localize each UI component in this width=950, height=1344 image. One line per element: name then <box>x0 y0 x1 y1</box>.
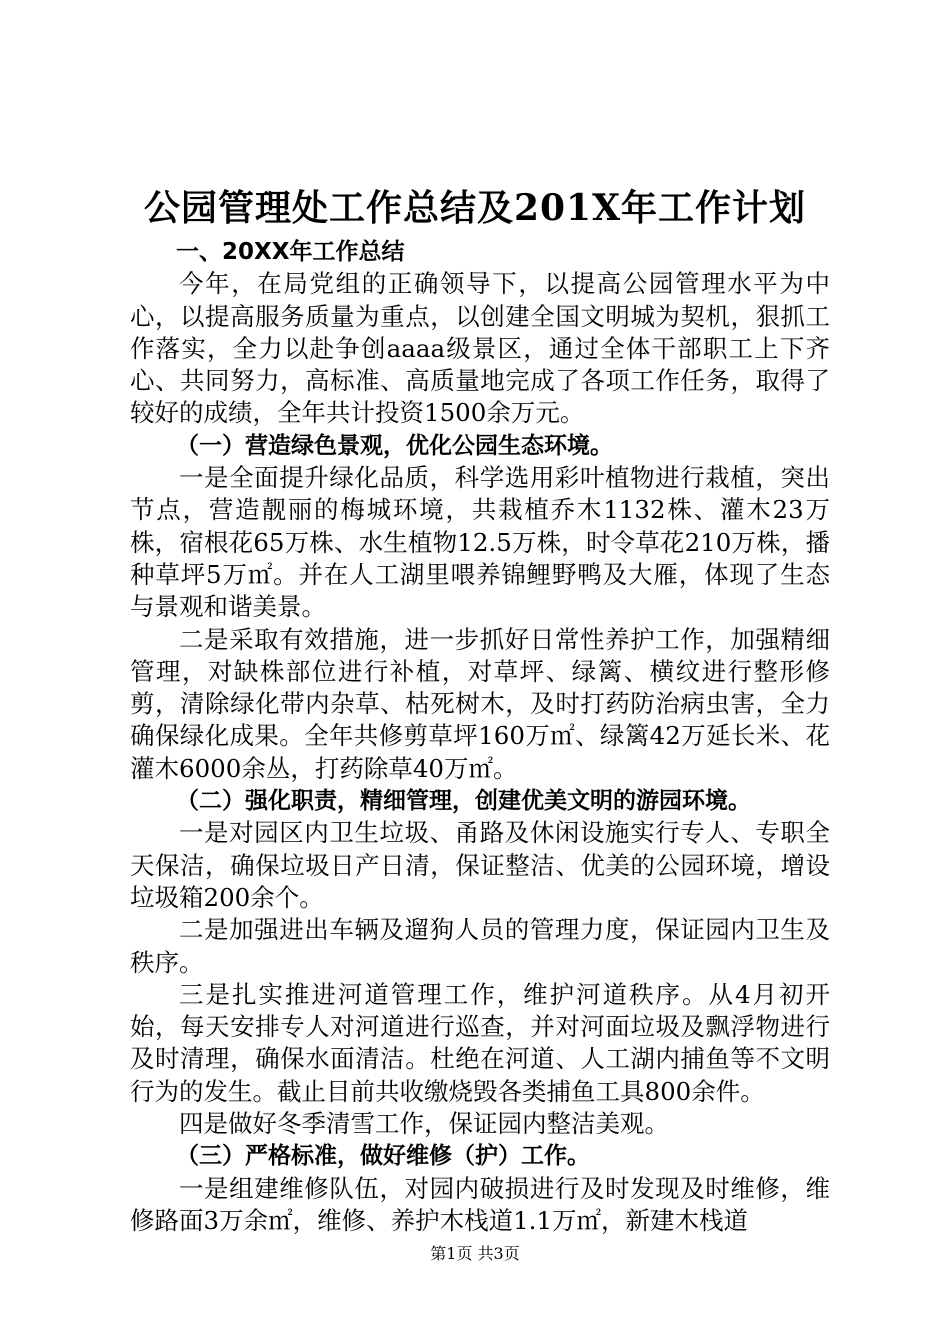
subsection-heading-repair: （三）严格标准，做好维修（护）工作。 <box>176 1143 590 1170</box>
document-body <box>130 236 830 1237</box>
page-number-footer: 第1页 共3页 <box>430 1244 520 1263</box>
subsection-heading-green-landscape: （一）营造绿色景观，优化公园生态环境。 <box>176 432 613 459</box>
paragraph-river-management: 三是扎实推进河道管理工作，维护河道秩序。从4月初开始，每天安排专人对河道进行巡查，并对河面垃圾及飘浮物进行及时清理，确保水面清洁。杜绝在河道、人工湖内捕鱼等不文明行为的发生。截止目前共收缴烧毁各类捕鱼工具800余件。 <box>130 979 830 1106</box>
section-heading-summary: 一、20XX年工作总结 <box>176 239 405 265</box>
paragraph-maintenance: 二是采取有效措施，进一步抓好日常性养护工作，加强精细管理，对缺株部位进行补植，对草坪、绿篱、横纹进行整形修剪，清除绿化带内杂草、枯死树木，及时打药防治病虫害，全力确保绿化成果。全年共修剪草坪160万㎡、绿篱42万延长米、花灌木6000余丛，打药除草40万㎡。 <box>130 624 830 783</box>
paragraph-cleaning: 一是对园区内卫生垃圾、甬路及休闲设施实行专人、专职全天保洁，确保垃圾日产日清，保证整洁、优美的公园环境，增设垃圾箱200余个。 <box>130 818 830 912</box>
paragraph-repair-team: 一是组建维修队伍，对园内破损进行及时发现及时维修，维修路面3万余㎡，维修、养护木栈道1.1万㎡，新建木栈道 <box>130 1173 830 1235</box>
subsection-heading-management: （二）强化职责，精细管理，创建优美文明的游园环境。 <box>176 788 751 815</box>
paragraph-vehicle-management: 二是加强进出车辆及遛狗人员的管理力度，保证园内卫生及秩序。 <box>130 915 830 977</box>
paragraph-intro: 今年，在局党组的正确领导下，以提高公园管理水平为中心，以提高服务质量为重点，以创建全国文明城为契机，狠抓工作落实，全力以赴争创aaaa级景区，通过全体干部职工上下齐心、共同努力，高标准、高质量地完成了各项工作任务，取得了较好的成绩，全年共计投资1500余万元。 <box>130 269 830 428</box>
paragraph-snow-clearing: 四是做好冬季清雪工作，保证园内整洁美观。 <box>179 1109 669 1139</box>
document-title: 公园管理处工作总结及201X年工作计划 <box>143 187 807 229</box>
paragraph-greening-quality: 一是全面提升绿化品质，科学选用彩叶植物进行栽植，突出节点，营造靓丽的梅城环境，共栽植乔木1132株、灌木23万株，宿根花65万株、水生植物12.5万株，时令草花210万株，播种草坪5万㎡。并在人工湖里喂养锦鲤野鸭及大雁，体现了生态与景观和谐美景。 <box>130 463 830 622</box>
